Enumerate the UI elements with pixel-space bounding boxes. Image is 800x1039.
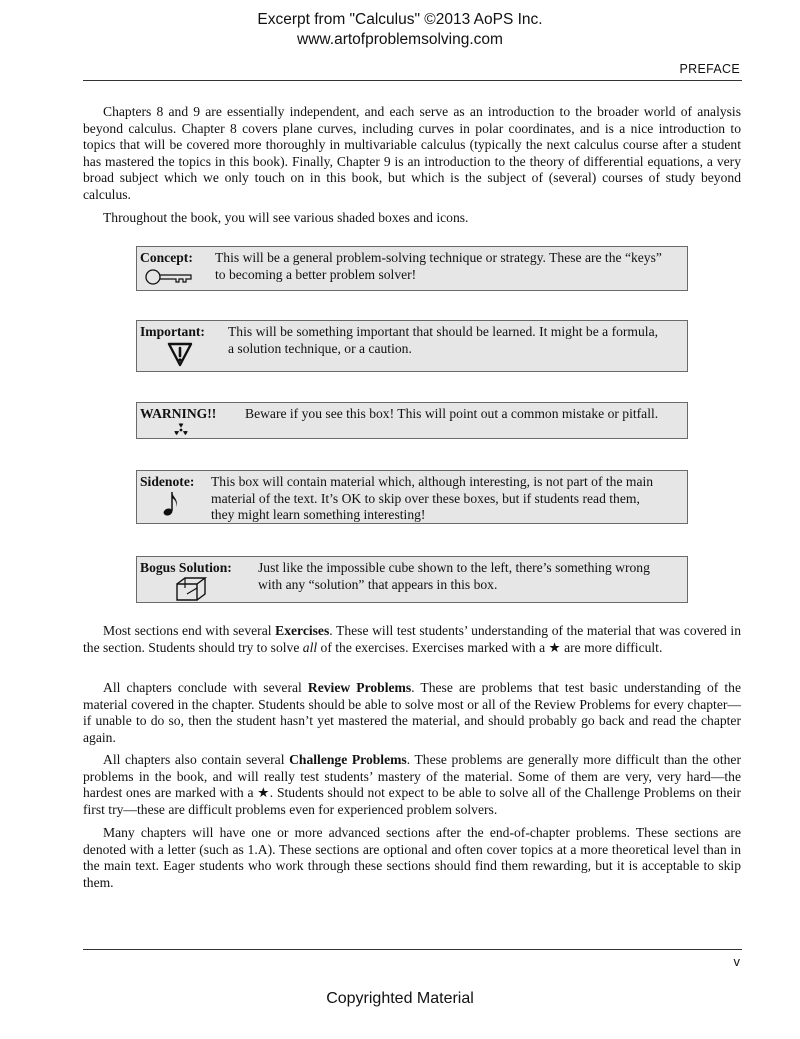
excerpt-url: www.artofproblemsolving.com	[297, 31, 503, 48]
warning-text: Beware if you see this box! This will point out a common mistake or pitfall.	[245, 406, 659, 421]
bogus-solution-text: Just like the impossible cube shown to the left, there’s something wrong with any “solution” that appears in this box.	[258, 560, 650, 592]
concept-label: Concept:	[140, 250, 193, 265]
header-rule	[83, 80, 742, 81]
review-problems-paragraph: All chapters conclude with several Review Problems. These are problems that test basic understanding of the material covered in the chapter. Students should be able to solve most or all of the Review Problems for every chapter—if unable to do so, then the student hasn’t yet mastered the material, and should probably go back and read the chapter again.	[83, 680, 741, 745]
bogus-solution-label: Bogus Solution:	[140, 560, 232, 575]
copyright-notice: Copyrighted Material	[326, 990, 474, 1007]
sidenote-text: This box will contain material which, although interesting, is not part of the main material of the text. It’s OK to skip over these boxes, but if students read them, they might learn something interesting!	[211, 474, 654, 523]
warning-box	[136, 402, 688, 439]
section-label: PREFACE	[679, 62, 740, 76]
important-label: Important:	[140, 324, 205, 339]
warning-label: WARNING!!	[140, 406, 217, 421]
excerpt-title: Excerpt from "Calculus" ©2013 AoPS Inc.	[257, 11, 543, 28]
boxes-intro-paragraph: Throughout the book, you will see various shaded boxes and icons.	[103, 210, 469, 225]
key-icon	[144, 268, 194, 286]
warning-triangle-icon	[167, 341, 193, 367]
advanced-sections-paragraph: Many chapters will have one or more advanced sections after the end-of-chapter problems. These sections are denoted with a letter (such as 1.A). These sections are optional and often cover topics at a more theoretical level than in the main text. Eager students who work through these sections should find them rewarding, but it is acceptable to skip them.	[83, 825, 741, 890]
concept-text: This will be a general problem-solving technique or strategy. These are the “keys” to becoming a better problem solver!	[215, 250, 662, 282]
challenge-problems-paragraph: All chapters also contain several Challenge Problems. These problems are generally more difficult than the other problems in the book, and will really test students’ mastery of the material. Some of them are very, very hard—the hardest ones are marked with a ★. Students should not expect to be able to solve all of the Challenge Problems on their first try—these are difficult problems even for experienced problem solvers.	[83, 752, 741, 817]
important-box	[136, 320, 688, 372]
excerpt-header	[0, 10, 800, 50]
intro-paragraph: Chapters 8 and 9 are essentially independent, and each serve as an introduction to the broader world of analysis beyond calculus. Chapter 8 covers plane curves, including curves in polar coordinates, and is a nice introduction to topics that will be covered more thoroughly in multivariable calculus (typically the next calculus course after a student has mastered the topics in this book). Finally, Chapter 9 is an introduction to the theory of differential equations, a very broad subject which we only touch on in this book, but which is the subject of (several) courses of study beyond calculus.	[83, 104, 741, 202]
footer-rule	[83, 949, 742, 950]
sidenote-label: Sidenote:	[140, 474, 195, 489]
page-number: v	[733, 954, 740, 969]
music-note-icon	[162, 490, 180, 518]
bogus-solution-box	[136, 556, 688, 603]
sidenote-box	[136, 470, 688, 524]
impossible-cube-icon	[175, 576, 207, 602]
concept-box	[136, 246, 688, 291]
important-text: This will be something important that should be learned. It might be a formula, a solution technique, or a caution.	[228, 324, 659, 356]
exercises-paragraph: Most sections end with several Exercises. These will test students’ understanding of the material that was covered in the section. Students should try to solve all of the exercises. Exercises marked with a ★ are more difficult.	[83, 623, 741, 655]
radiation-icon	[174, 423, 188, 437]
